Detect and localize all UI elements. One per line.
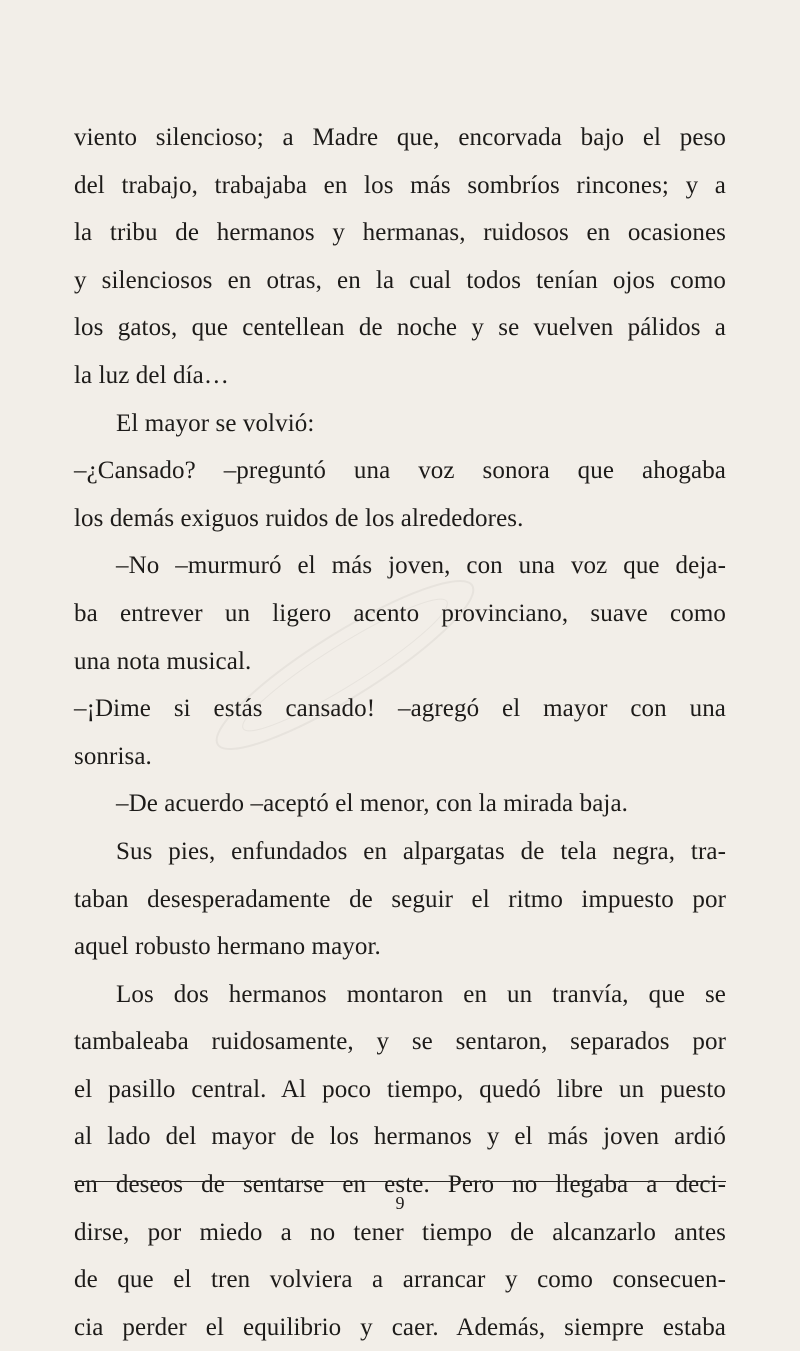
text-line: una nota musical. [74, 647, 252, 675]
text-line: de que el tren volviera a arrancar y como consecuen- [74, 1266, 726, 1294]
text-line: al lado del mayor de los hermanos y el más joven ardió [74, 1123, 726, 1151]
text-line: –¿Cansado? –preguntó una voz sonora que ahogaba [74, 457, 726, 485]
text-line: taban desesperadamente de seguir el ritmo impuesto por [74, 885, 726, 913]
text-line: –No –murmuró el más joven, con una voz que deja- [116, 552, 726, 580]
text-line: la luz del día… [74, 361, 229, 389]
body-text [74, 114, 726, 1351]
footer-rule [74, 1181, 726, 1182]
text-line: los gatos, que centellean de noche y se vuelven pálidos a [74, 314, 726, 342]
text-line: y silenciosos en otras, en la cual todos tenían ojos como [74, 266, 726, 294]
text-line: Los dos hermanos montaron en un tranvía, que se [116, 980, 726, 1008]
text-line: dirse, por miedo a no tener tiempo de alcanzarlo antes [74, 1218, 726, 1246]
text-line: Sus pies, enfundados en alpargatas de tela negra, tra- [116, 837, 726, 865]
page-number: 9 [395, 1193, 405, 1213]
text-line: –¡Dime si estás cansado! –agregó el mayor con una [74, 695, 726, 723]
text-line: El mayor se volvió: [116, 409, 315, 437]
text-line: aquel robusto hermano mayor. [74, 933, 381, 961]
text-line: la tribu de hermanos y hermanas, ruidosos en ocasiones [74, 219, 726, 247]
text-line: viento silencioso; a Madre que, encorvada bajo el peso [74, 124, 726, 151]
text-line: sonrisa. [74, 742, 152, 770]
text-line: cia perder el equilibrio y caer. Además, siempre estaba [74, 1313, 726, 1341]
text-line: en deseos de sentarse en este. Pero no llegaba a deci- [74, 1171, 726, 1199]
text-line: –De acuerdo –aceptó el menor, con la mirada baja. [116, 790, 628, 818]
text-line: ba entrever un ligero acento provinciano, suave como [74, 599, 726, 627]
text-line: los demás exiguos ruidos de los alrededores. [74, 504, 524, 532]
text-line: tambaleaba ruidosamente, y se sentaron, separados por [74, 1028, 726, 1056]
text-line: el pasillo central. Al poco tiempo, quedó libre un puesto [74, 1075, 726, 1103]
text-line: del trabajo, trabajaba en los más sombríos rincones; y a [74, 171, 726, 199]
